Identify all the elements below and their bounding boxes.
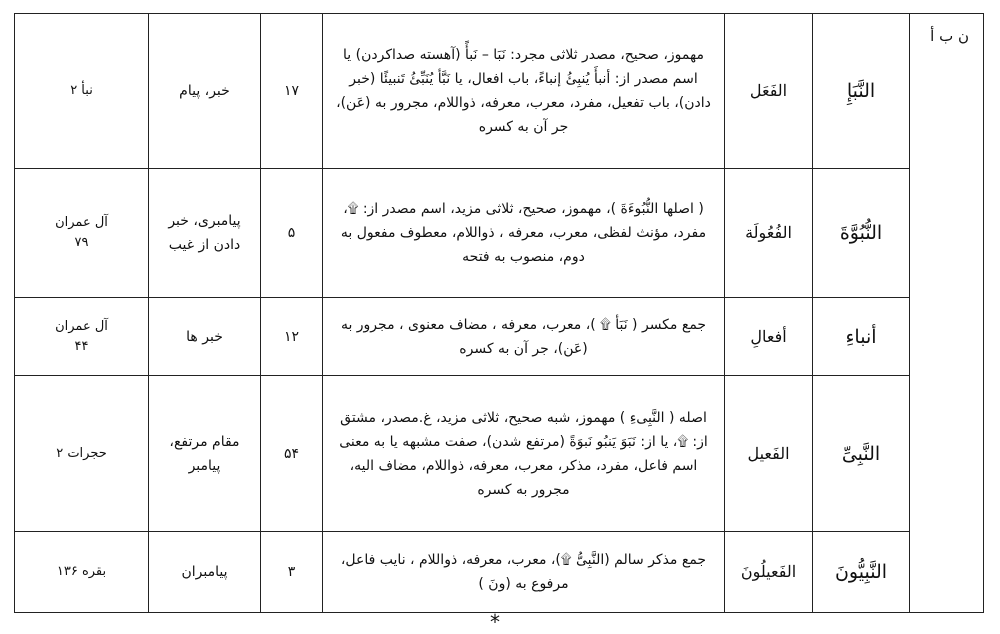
occurrence-count: ۱۷ — [261, 14, 323, 169]
table-row — [15, 532, 984, 613]
word-cell: النَّبِیُّونَ — [813, 532, 910, 613]
meaning-cell: پیامبران — [149, 532, 261, 613]
reference-cell — [15, 169, 149, 298]
occurrence-count: ۵ — [261, 169, 323, 298]
occurrence-count: ۵۴ — [261, 376, 323, 532]
grammar-description: مهموز، صحیح، مصدر ثلاثی مجرد: نَبَا – نَبأً (آهسته صداکردن) یا اسم مصدر از: أنبأَ یُنبِئُ إنباءً، باب افعال، یا نَبَّأ یُنَبِّئُ تَنبیئًا (خبر دادن)، باب تفعیل، مفرد، معرب، معرفه، ذواللام، مجرور به (عَن)، جر آن به کسره — [323, 14, 725, 169]
root-letters: ن ب أ — [910, 14, 984, 613]
reference-cell — [15, 376, 149, 532]
grammar-description: جمع مذکر سالم (النَّبِیُّ ۩)، معرب، معرفه، ذواللام ، نایب فاعل، مرفوع به (ونَ ) — [323, 532, 725, 613]
occurrence-count: ۱۲ — [261, 298, 323, 376]
table-row — [15, 298, 984, 376]
grammar-description: اصله ( النَّبِیءِ ) مهموز، شبه صحیح، ثلاثی مزید، غ.مصدر، مشتق از: ۩، یا از: نَبَوَ یَنبُو نَبوَةً (مرتفع شدن)، صفت مشبهه یا به معنی اسم فاعل، مفرد، مذکر، معرب، معرفه، ذواللام، مضاف الیه، مجرور به کسره — [323, 376, 725, 532]
reference-verse: ۷۹ — [74, 235, 89, 250]
table-row — [15, 169, 984, 298]
meaning-cell: خبر، پیام — [149, 14, 261, 169]
reference-surah: آل عمران — [55, 215, 108, 230]
pattern-cell: الفَعَل — [725, 14, 813, 169]
meaning-cell: خبر ها — [149, 298, 261, 376]
word-cell: أنباءِ — [813, 298, 910, 376]
reference-verse: ۴۴ — [74, 338, 89, 354]
word-cell: النَّبِیِّ — [813, 376, 910, 532]
reference-surah: آل عمران — [55, 318, 108, 334]
reference-cell — [15, 14, 149, 169]
table-row — [15, 376, 984, 532]
table-row — [15, 14, 984, 169]
pattern-cell: الفُعُولَة — [725, 169, 813, 298]
grammar-description: جمع مکسر ( نَبَأ ۩ )، معرب، معرفه ، مضاف معنوی ، مجرور به (عَن)، جر آن به کسره — [323, 298, 725, 376]
word-cell: النُّبُوَّةَ — [813, 169, 910, 298]
word-analysis-table — [14, 13, 984, 613]
reference-text: بقره ۱۳۶ — [56, 564, 107, 579]
word-cell: النَّبَإِ — [813, 14, 910, 169]
meaning-cell: پیامبری، خبر دادن از غیب — [149, 169, 261, 298]
reference-cell — [15, 532, 149, 613]
grammar-description: ( اصلها النُّبُوءَةَ )، مهموز، صحیح، ثلاثی مزید، اسم مصدر از: ۩، مفرد، مؤنث لفظی، معرب، معرفه ، ذواللام، معطوف مفعول به دوم، منصوب به فتحه — [323, 169, 725, 298]
pattern-cell: الفَعیلُونَ — [725, 532, 813, 613]
occurrence-count: ۳ — [261, 532, 323, 613]
reference-text: حجرات ۲ — [56, 445, 107, 461]
meaning-cell: مقام مرتفع، پیامبر — [149, 376, 261, 532]
footnote-asterisk: * — [490, 610, 500, 634]
reference-text: نبأ ۲ — [70, 83, 93, 98]
reference-cell — [15, 298, 149, 376]
pattern-cell: الفَعیل — [725, 376, 813, 532]
pattern-cell: أفعالِ — [725, 298, 813, 376]
